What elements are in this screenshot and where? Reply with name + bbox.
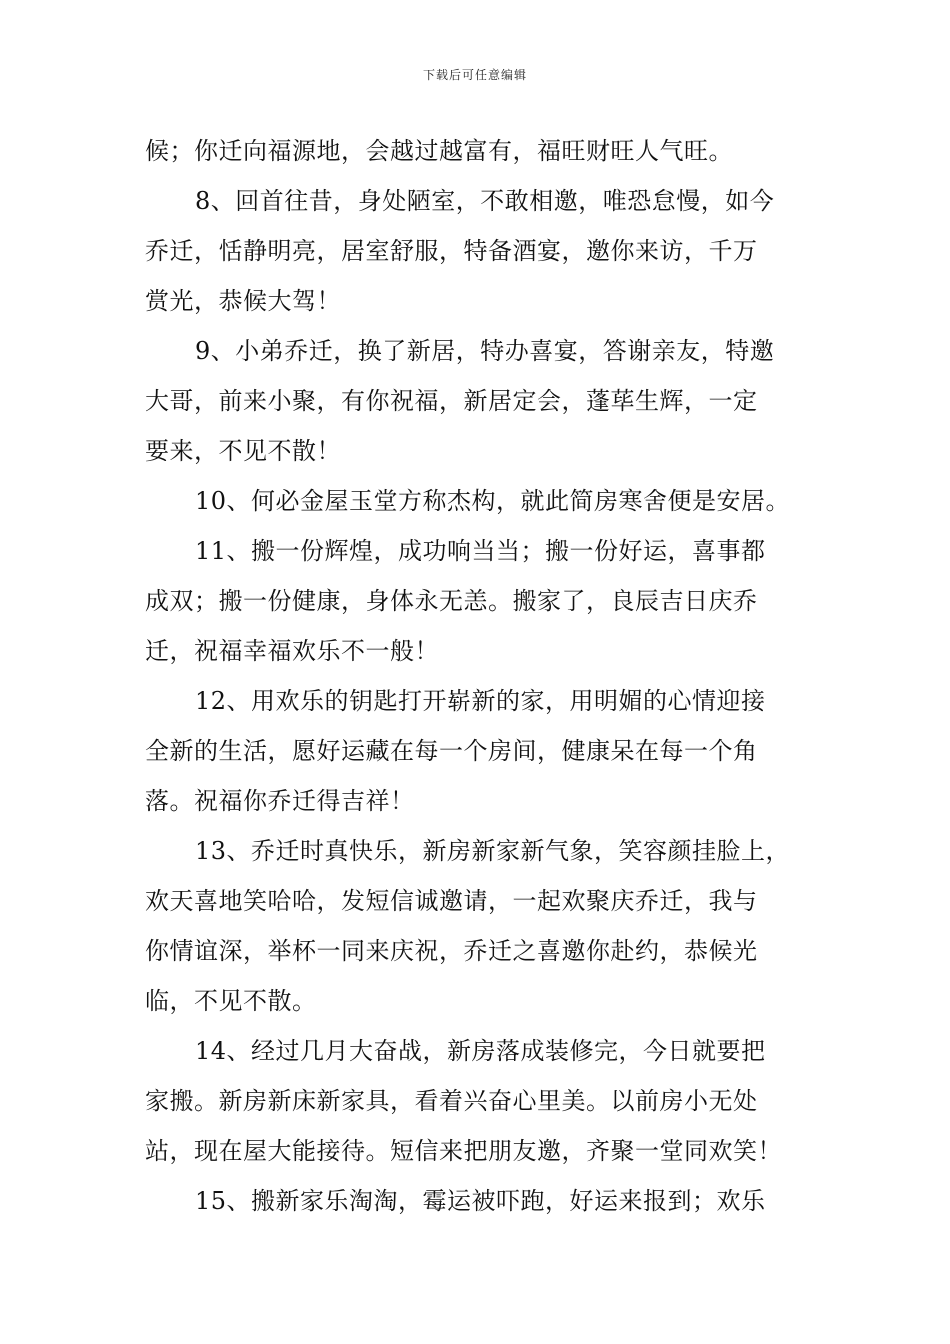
- text-line: 10、何必金屋玉堂方称杰构，就此简房寒舍便是安居。: [195, 487, 791, 515]
- text-line: 15、搬新家乐淘淘，霉运被吓跑，好运来报到；欢乐: [195, 1187, 766, 1215]
- text-line: 欢天喜地笑哈哈，发短信诚邀请，一起欢聚庆乔迁，我与: [145, 887, 758, 915]
- text-line: 赏光，恭候大驾！: [145, 287, 341, 315]
- text-line: 8、回首往昔，身处陋室，不敢相邀，唯恐怠慢，如今: [195, 187, 775, 215]
- document-body: [145, 126, 810, 1226]
- text-line: 成双；搬一份健康，身体永无恙。搬家了，良辰吉日庆乔: [145, 587, 758, 615]
- text-line: 要来，不见不散！: [145, 437, 341, 465]
- text-line: 你情谊深，举杯一同来庆祝，乔迁之喜邀你赴约，恭候光: [145, 937, 758, 965]
- text-line: 全新的生活，愿好运藏在每一个房间，健康呆在每一个角: [145, 737, 758, 765]
- text-line: 站，现在屋大能接待。短信来把朋友邀，齐聚一堂同欢笑！: [145, 1137, 782, 1165]
- text-line: 11、搬一份辉煌，成功响当当；搬一份好运，喜事都: [195, 537, 766, 565]
- text-line: 13、乔迁时真快乐，新房新家新气象，笑容颜挂脸上，: [195, 837, 791, 865]
- text-line: 12、用欢乐的钥匙打开崭新的家，用明媚的心情迎接: [195, 687, 766, 715]
- text-line: 候；你迁向福源地，会越过越富有，福旺财旺人气旺。: [145, 137, 733, 165]
- page-header: 下载后可任意编辑: [422, 68, 527, 82]
- text-line: 14、经过几月大奋战，新房落成装修完，今日就要把: [195, 1037, 766, 1065]
- text-line: 乔迁，恬静明亮，居室舒服，特备酒宴，邀你来访，千万: [145, 237, 758, 265]
- text-line: 落。祝福你乔迁得吉祥！: [145, 787, 415, 815]
- text-line: 9、小弟乔迁，换了新居，特办喜宴，答谢亲友，特邀: [195, 337, 775, 365]
- text-line: 大哥，前来小聚，有你祝福，新居定会，蓬荜生辉，一定: [145, 387, 758, 415]
- text-line: 迁，祝福幸福欢乐不一般！: [145, 637, 439, 665]
- text-line: 临，不见不散。: [145, 987, 317, 1015]
- text-line: 家搬。新房新床新家具，看着兴奋心里美。以前房小无处: [145, 1087, 758, 1115]
